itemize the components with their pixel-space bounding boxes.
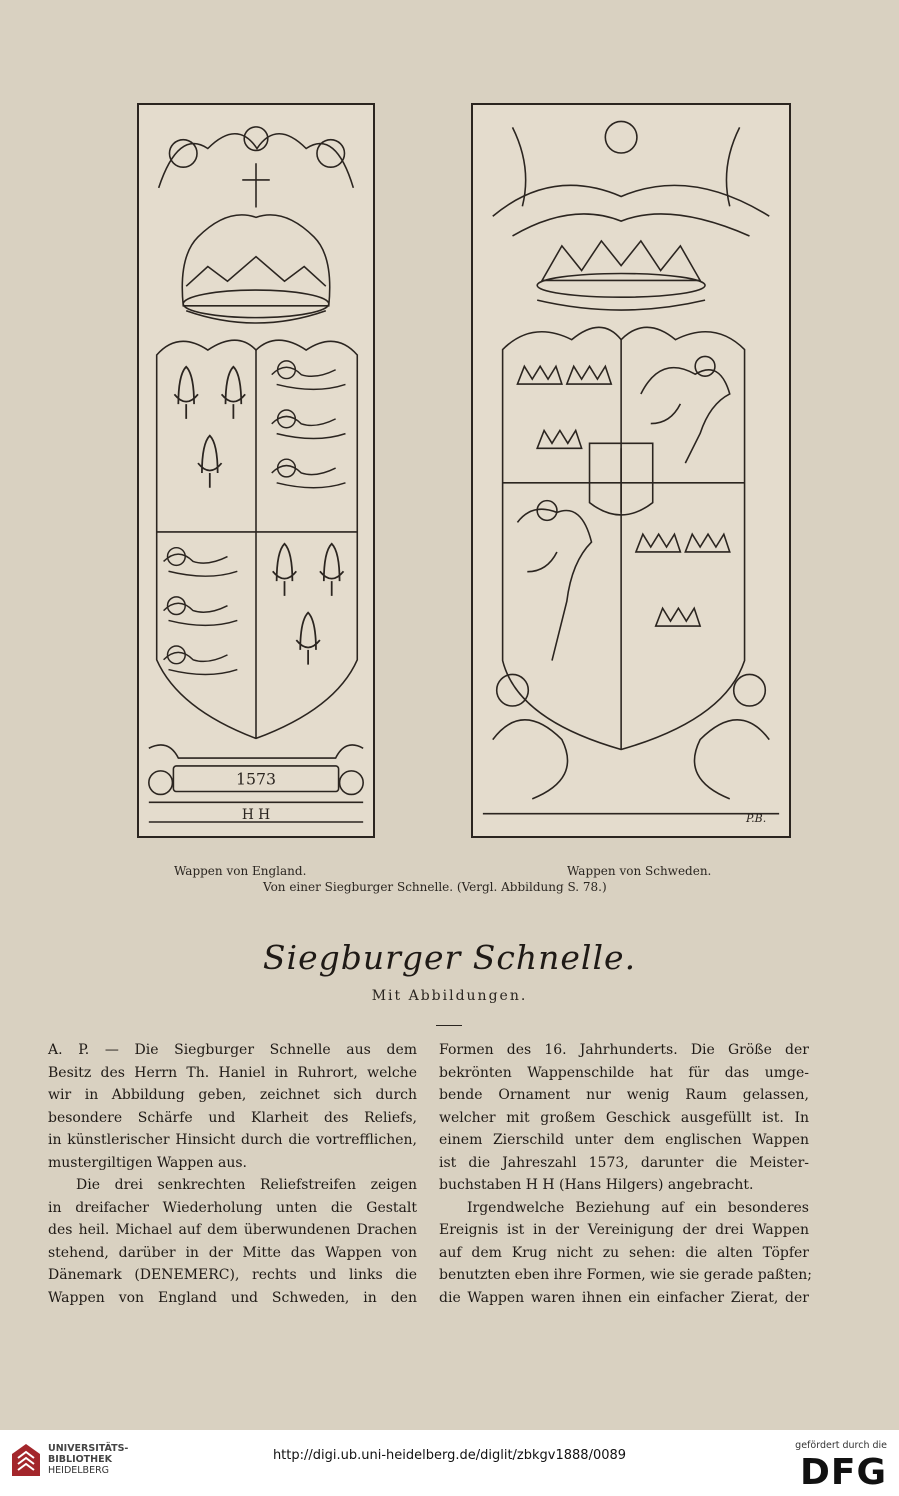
text-column-right [439,1039,813,1309]
funded-by-label: gefördert durch die [795,1440,887,1451]
text-line: stehend, darüber in der Mitte das Wappen von [48,1244,417,1261]
text-line: einem Zierschild unter dem englischen Wappen [439,1132,809,1148]
text-line: mustergiltigen Wappen aus. [48,1154,248,1171]
text-line: Besitz des Herrn Th. Haniel in Ruhrort, welche [48,1064,417,1081]
text-line: besondere Schärfe und Klarheit des Reliefs, [48,1109,417,1126]
text-line: A. P. — Die Siegburger Schnelle aus dem [48,1042,417,1058]
caption-england: Wappen von England. [174,864,307,878]
date-inscription: 1573 [235,769,277,789]
text-line: welcher mit großem Geschick ausgefüllt ist. In [439,1109,809,1126]
relief-sweden-illustration [471,103,791,838]
text-line: Wappen von England und Schweden, in den [48,1289,417,1306]
text-line: Ereignis ist in der Vereinigung der drei Wappen [439,1222,809,1238]
caption-sweden: Wappen von Schweden. [567,864,712,878]
text-line: bekrönten Wappenschilde hat für das umge- [439,1064,809,1081]
text-line: die Wappen waren ihnen ein einfacher Zierat, der [439,1289,809,1306]
article-title: Siegburger Schnelle. [262,938,637,977]
article-subtitle: Mit Abbildungen. [371,988,528,1004]
illustrator-credit: P.B. [746,812,767,825]
relief-england-illustration [137,103,375,838]
text-line: bende Ornament nur wenig Raum gelassen, [439,1087,809,1103]
text-line: buchstaben H H (Hans Hilgers) angebracht. [439,1177,754,1193]
library-name[interactable]: UNIVERSITÄTS- BIBLIOTHEK HEIDELBERG [48,1443,129,1476]
title-divider [436,1025,462,1026]
text-line: Irgendwelche Beziehung auf ein besonderes [467,1199,809,1216]
text-line: ist die Jahreszahl 1573, darunter die Meister- [439,1154,809,1171]
text-line: Dänemark (DENEMERC), rechts und links die [48,1267,417,1283]
text-line: Die drei senkrechten Reliefstreifen zeigen [76,1177,417,1193]
permalink-url[interactable]: http://digi.ub.uni-heidelberg.de/diglit/zbkgv1888/0089 [272,1448,627,1463]
dfg-logo[interactable]: DFG [799,1452,887,1493]
viewer-footer [0,1430,899,1496]
sweden-arms-drawing [473,105,789,836]
england-arms-drawing [139,105,373,836]
text-line: auf dem Krug nicht zu sehen: die alten Töpfer [439,1244,809,1261]
text-line: benutzten eben ihre Formen, wie sie gerade paßten; [439,1267,813,1283]
text-column-left [48,1039,417,1309]
text-line: in künstlerischer Hinsicht durch die vortrefflichen, [48,1132,417,1148]
text-line: in dreifacher Wiederholung unten die Gestalt [48,1199,417,1216]
text-line: Formen des 16. Jahrhunderts. Die Größe der [439,1042,809,1058]
text-line: wir in Abbildung geben, zeichnet sich durch [48,1087,417,1103]
text-line: des heil. Michael auf dem überwundenen Drachen [48,1222,417,1238]
caption-source: Von einer Siegburger Schnelle. (Vergl. Abbildung S. 78.) [263,880,607,894]
master-initials: H H [241,807,271,824]
